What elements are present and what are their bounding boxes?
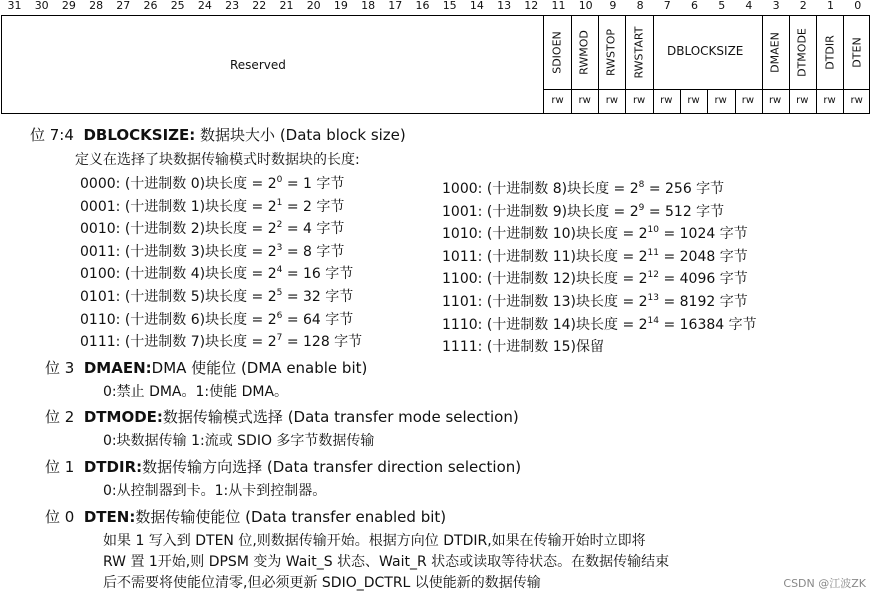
- bit-number: 25: [170, 0, 185, 12]
- block-size-value: = 16384 字节: [659, 316, 757, 333]
- access-cell: rw: [850, 95, 863, 106]
- bit-position: 位 3: [45, 359, 75, 377]
- block-size-exp: 4: [276, 265, 283, 276]
- block-size-code: 1000:: [442, 181, 483, 197]
- block-size-exp: 9: [638, 202, 645, 213]
- block-size-desc: (十进制数 6)块长度 = 2: [124, 311, 277, 328]
- block-size-value: = 2048 字节: [659, 248, 748, 265]
- bit-number: 9: [609, 0, 617, 12]
- bit-detail: 0:禁止 DMA。1:使能 DMA。: [103, 384, 289, 400]
- block-size-item: [80, 243, 344, 261]
- bit-number: 29: [61, 0, 76, 12]
- reserved-field: Reserved: [230, 58, 286, 72]
- bit-number: 19: [333, 0, 348, 12]
- bit-desc: 数据传输方向选择 (Data transfer direction selection): [142, 458, 522, 476]
- block-size-item: [80, 288, 353, 306]
- field-dblocksize: DBLOCKSIZE: [667, 44, 744, 58]
- bit-number: 7: [663, 0, 671, 12]
- bit-heading: [45, 458, 521, 476]
- access-cell: rw: [714, 95, 727, 106]
- bit-desc: DMA 使能位 (DMA enable bit): [151, 359, 368, 377]
- bit-number: 27: [116, 0, 131, 12]
- block-size-item: [442, 338, 604, 356]
- block-size-value: = 1024 字节: [659, 226, 748, 243]
- bit-position: 位 0: [45, 508, 75, 526]
- bit-number: 31: [7, 0, 22, 12]
- bit-detail: 0:块数据传输 1:流或 SDIO 多字节数据传输: [103, 433, 375, 449]
- bit-position: 位 2: [45, 408, 75, 426]
- block-size-item: [442, 270, 748, 288]
- access-cell: rw: [578, 95, 591, 106]
- block-size-value: = 8192 字节: [659, 294, 748, 310]
- block-size-desc: (十进制数 14)块长度 = 2: [486, 316, 648, 333]
- block-size-exp: 10: [647, 225, 659, 236]
- block-size-item: [80, 311, 353, 329]
- field-rwstop: RWSTOP: [604, 28, 618, 77]
- access-cell: rw: [660, 95, 673, 106]
- block-size-item: [80, 175, 344, 193]
- block-size-item: [442, 248, 748, 266]
- block-size-desc: (十进制数 4)块长度 = 2: [124, 266, 277, 283]
- block-size-exp: 8: [638, 180, 645, 190]
- bit-number: 13: [497, 0, 512, 12]
- access-cell: rw: [687, 95, 700, 106]
- bit-name: DTEN:: [83, 508, 136, 526]
- block-size-code: 0101:: [80, 289, 121, 305]
- block-size-code: 1001:: [442, 203, 483, 220]
- access-cell: rw: [551, 95, 564, 106]
- access-cell: rw: [632, 95, 646, 106]
- bit-number: 21: [279, 0, 294, 12]
- block-size-exp: 11: [647, 247, 659, 258]
- bit-number: 16: [415, 0, 430, 12]
- block-size-exp: 13: [647, 293, 659, 303]
- block-size-exp: 5: [276, 288, 283, 298]
- block-size-value: = 512 字节: [644, 203, 725, 220]
- block-size-value: = 4096 字节: [659, 271, 748, 288]
- block-size-desc: (十进制数 8)块长度 = 2: [486, 181, 639, 197]
- block-size-value: = 4 字节: [282, 221, 345, 238]
- block-size-item: [80, 333, 362, 351]
- block-size-desc: (十进制数 9)块长度 = 2: [486, 203, 639, 220]
- block-size-item: [442, 225, 748, 243]
- bit-number: 6: [691, 0, 698, 12]
- block-size-code: 1101:: [442, 294, 483, 310]
- bit-number: 14: [469, 0, 484, 12]
- block-size-value: = 2 字节: [282, 198, 345, 215]
- block-size-item: [80, 220, 344, 238]
- register-diagram: [0, 0, 872, 115]
- access-cell: rw: [605, 95, 619, 106]
- bit-number: 17: [388, 0, 403, 12]
- block-size-desc: (十进制数 2)块长度 = 2: [124, 221, 277, 238]
- bit-detail: 如果 1 写入到 DTEN 位,则数据传输开始。根据方向位 DTDIR,如果在传输开始时立即将: [103, 533, 646, 549]
- bit-number: 11: [551, 0, 566, 12]
- bit-detail: RW 置 1开始,则 DPSM 变为 Wait_S 状态、Wait_R 状态或读取等待状态。在数据传输结束: [103, 554, 670, 570]
- bit-number: 24: [197, 0, 212, 12]
- dblocksize-desc: 数据块大小 (Data block size): [200, 126, 406, 144]
- block-size-code: 1111:: [442, 339, 483, 356]
- dblocksize-definition: 定义在选择了块数据传输模式时数据块的长度:: [75, 152, 360, 168]
- block-size-desc: (十进制数 0)块长度 = 2: [124, 176, 277, 192]
- bit-name: DMAEN:: [83, 359, 152, 377]
- field-dten: DTEN: [850, 37, 864, 68]
- bit-heading: [45, 508, 446, 526]
- block-size-exp: 0: [276, 175, 283, 185]
- bit-heading: [45, 408, 519, 426]
- block-size-code: 0100:: [80, 266, 121, 283]
- block-size-value: = 256 字节: [644, 181, 725, 197]
- block-size-desc: (十进制数 5)块长度 = 2: [124, 289, 277, 305]
- bit-heading: [45, 359, 367, 377]
- field-rwmod: RWMOD: [577, 30, 591, 75]
- bit-number: 0: [854, 0, 862, 12]
- block-size-exp: 6: [276, 310, 283, 321]
- block-size-code: 1011:: [442, 248, 483, 265]
- block-size-item: [442, 293, 748, 311]
- dblocksize-heading: [30, 126, 406, 144]
- bit-detail: 后不需要将使能位清零,但必须更新 SDIO_DCTRL 以使能新的数据传输: [103, 575, 541, 591]
- block-size-value: = 128 字节: [282, 334, 363, 351]
- field-dtdir: DTDIR: [823, 35, 837, 70]
- bit-desc: 数据传输模式选择 (Data transfer mode selection): [162, 408, 519, 426]
- bit-desc: 数据传输使能位 (Data transfer enabled bit): [135, 508, 447, 526]
- block-size-exp: 3: [276, 242, 283, 253]
- bit-number: 23: [225, 0, 240, 12]
- block-size-value: = 8 字节: [282, 243, 345, 260]
- block-size-desc: (十进制数 12)块长度 = 2: [486, 271, 648, 288]
- block-size-item: [80, 198, 344, 216]
- block-size-item: [80, 265, 353, 283]
- block-size-value: = 32 字节: [282, 289, 354, 305]
- block-size-value: = 1 字节: [282, 176, 345, 192]
- bit-number: 26: [143, 0, 158, 12]
- field-dtmode: DTMODE: [795, 28, 809, 77]
- block-size-code: 0111:: [80, 334, 121, 351]
- block-size-code: 0110:: [80, 311, 121, 328]
- bit-number: 3: [772, 0, 780, 12]
- bit-detail: 0:从控制器到卡。1:从卡到控制器。: [103, 483, 327, 499]
- block-size-desc: (十进制数 11)块长度 = 2: [486, 248, 648, 265]
- block-size-code: 1010:: [442, 226, 483, 243]
- bit-number: 8: [636, 0, 644, 12]
- block-size-desc: (十进制数 7)块长度 = 2: [124, 334, 277, 351]
- block-size-desc: (十进制数 10)块长度 = 2: [486, 226, 648, 243]
- bit-number: 10: [578, 0, 593, 12]
- bit-number: 18: [361, 0, 376, 12]
- bit-number: 1: [827, 0, 834, 12]
- bit-name: DTDIR:: [83, 458, 143, 476]
- block-size-item: [442, 316, 757, 334]
- access-cell: rw: [741, 95, 755, 106]
- bit-number: 5: [718, 0, 726, 12]
- bit-position: 位 1: [45, 458, 75, 476]
- block-size-exp: 12: [647, 270, 659, 281]
- block-size-desc: (十进制数 13)块长度 = 2: [486, 294, 648, 310]
- block-size-item: [442, 180, 724, 198]
- field-dmaen: DMAEN: [768, 32, 782, 73]
- bit-number: 28: [89, 0, 104, 12]
- bit-number: 4: [745, 0, 753, 12]
- block-size-desc: (十进制数 15)保留: [486, 339, 605, 356]
- access-cell: rw: [823, 95, 836, 106]
- block-size-exp: 7: [276, 333, 283, 344]
- block-size-exp: 14: [647, 315, 659, 326]
- block-size-exp: 1: [276, 197, 283, 208]
- block-size-code: 0010:: [80, 221, 121, 238]
- field-sdioen: SDIOEN: [550, 31, 564, 74]
- block-size-desc: (十进制数 3)块长度 = 2: [124, 243, 277, 260]
- block-size-code: 0011:: [80, 243, 121, 260]
- bit-number: 20: [306, 0, 321, 12]
- dblocksize-name: DBLOCKSIZE:: [83, 126, 196, 144]
- access-cell: rw: [796, 95, 809, 106]
- field-rwstart: RWSTART: [632, 26, 646, 79]
- bit-number: 30: [34, 0, 49, 12]
- block-size-code: 0001:: [80, 198, 121, 215]
- access-cell: rw: [768, 95, 782, 106]
- watermark: CSDN @江波ZK: [783, 577, 866, 590]
- bit-number: 12: [524, 0, 539, 12]
- bit-name: DTMODE:: [83, 408, 163, 426]
- bit-number: 15: [442, 0, 457, 12]
- bit-number: 2: [799, 0, 807, 12]
- block-size-code: 0000:: [80, 176, 121, 192]
- bit-number: 22: [252, 0, 267, 12]
- block-size-exp: 2: [276, 220, 283, 231]
- block-size-value: = 64 字节: [282, 311, 354, 328]
- block-size-item: [442, 203, 724, 221]
- block-size-value: = 16 字节: [282, 266, 354, 283]
- block-size-desc: (十进制数 1)块长度 = 2: [124, 198, 277, 215]
- block-size-code: 1100:: [442, 271, 483, 288]
- block-size-code: 1110:: [442, 316, 483, 333]
- dblocksize-bits: 位 7:4: [30, 126, 74, 144]
